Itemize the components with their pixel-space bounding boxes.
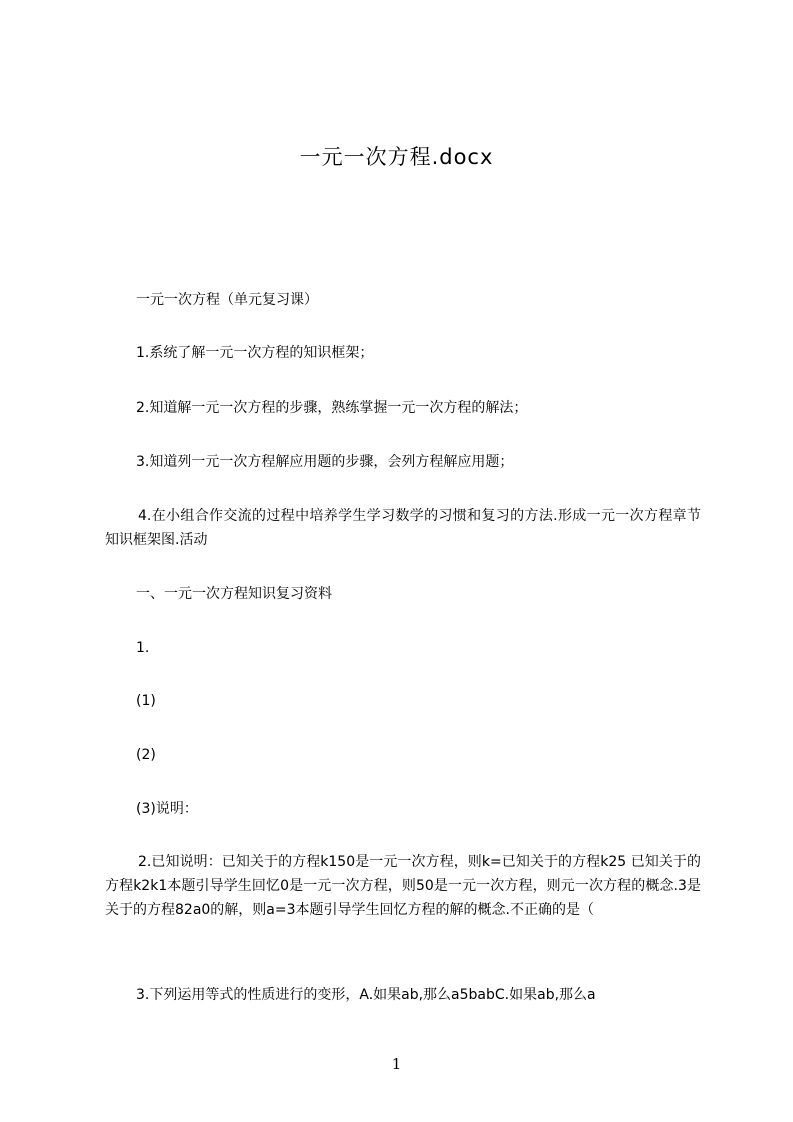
paragraph-goal-1: 1.系统了解一元一次方程的知识框架； xyxy=(136,345,374,361)
document-title: 一元一次方程.docx xyxy=(299,145,494,169)
page-number: 1 xyxy=(391,1055,402,1073)
paragraph-subitem-3: (3)说明： xyxy=(136,801,198,817)
paragraph-unit-heading: 一元一次方程（单元复习课） xyxy=(136,292,318,308)
paragraph-subitem-2: (2) xyxy=(136,747,156,763)
paragraph-subitem-1: (1) xyxy=(136,693,156,709)
paragraph-goal-4: 4.在小组合作交流的过程中培养学生学习数学的习惯和复习的方法.形成一元一次方程章节知识框架图.活动 xyxy=(105,508,701,548)
paragraph-section-heading: 一、一元一次方程知识复习资料 xyxy=(136,586,332,602)
paragraph-goal-2: 2.知道解一元一次方程的步骤，熟练掌握一元一次方程的解法； xyxy=(136,400,528,416)
paragraph-item-1: 1. xyxy=(136,640,150,656)
paragraph-item-2: 2.已知说明：已知关于的方程k150是一元一次方程，则k=已知关于的方程k25 已知关于的方程k2k1本题引导学生回忆0是一元一次方程，则50是一元一次方程，则元一次方程的概念.3是关于的方程82a0的解，则a=3本题引导学生回忆方程的解的概念.不正确的是（ xyxy=(105,854,701,918)
paragraph-goal-3: 3.知道列一元一次方程解应用题的步骤，会列方程解应用题； xyxy=(136,454,514,470)
paragraph-item-3: 3.下列运用等式的性质进行的变形，A.如果ab,那么a5babC.如果ab,那么a xyxy=(136,987,596,1003)
